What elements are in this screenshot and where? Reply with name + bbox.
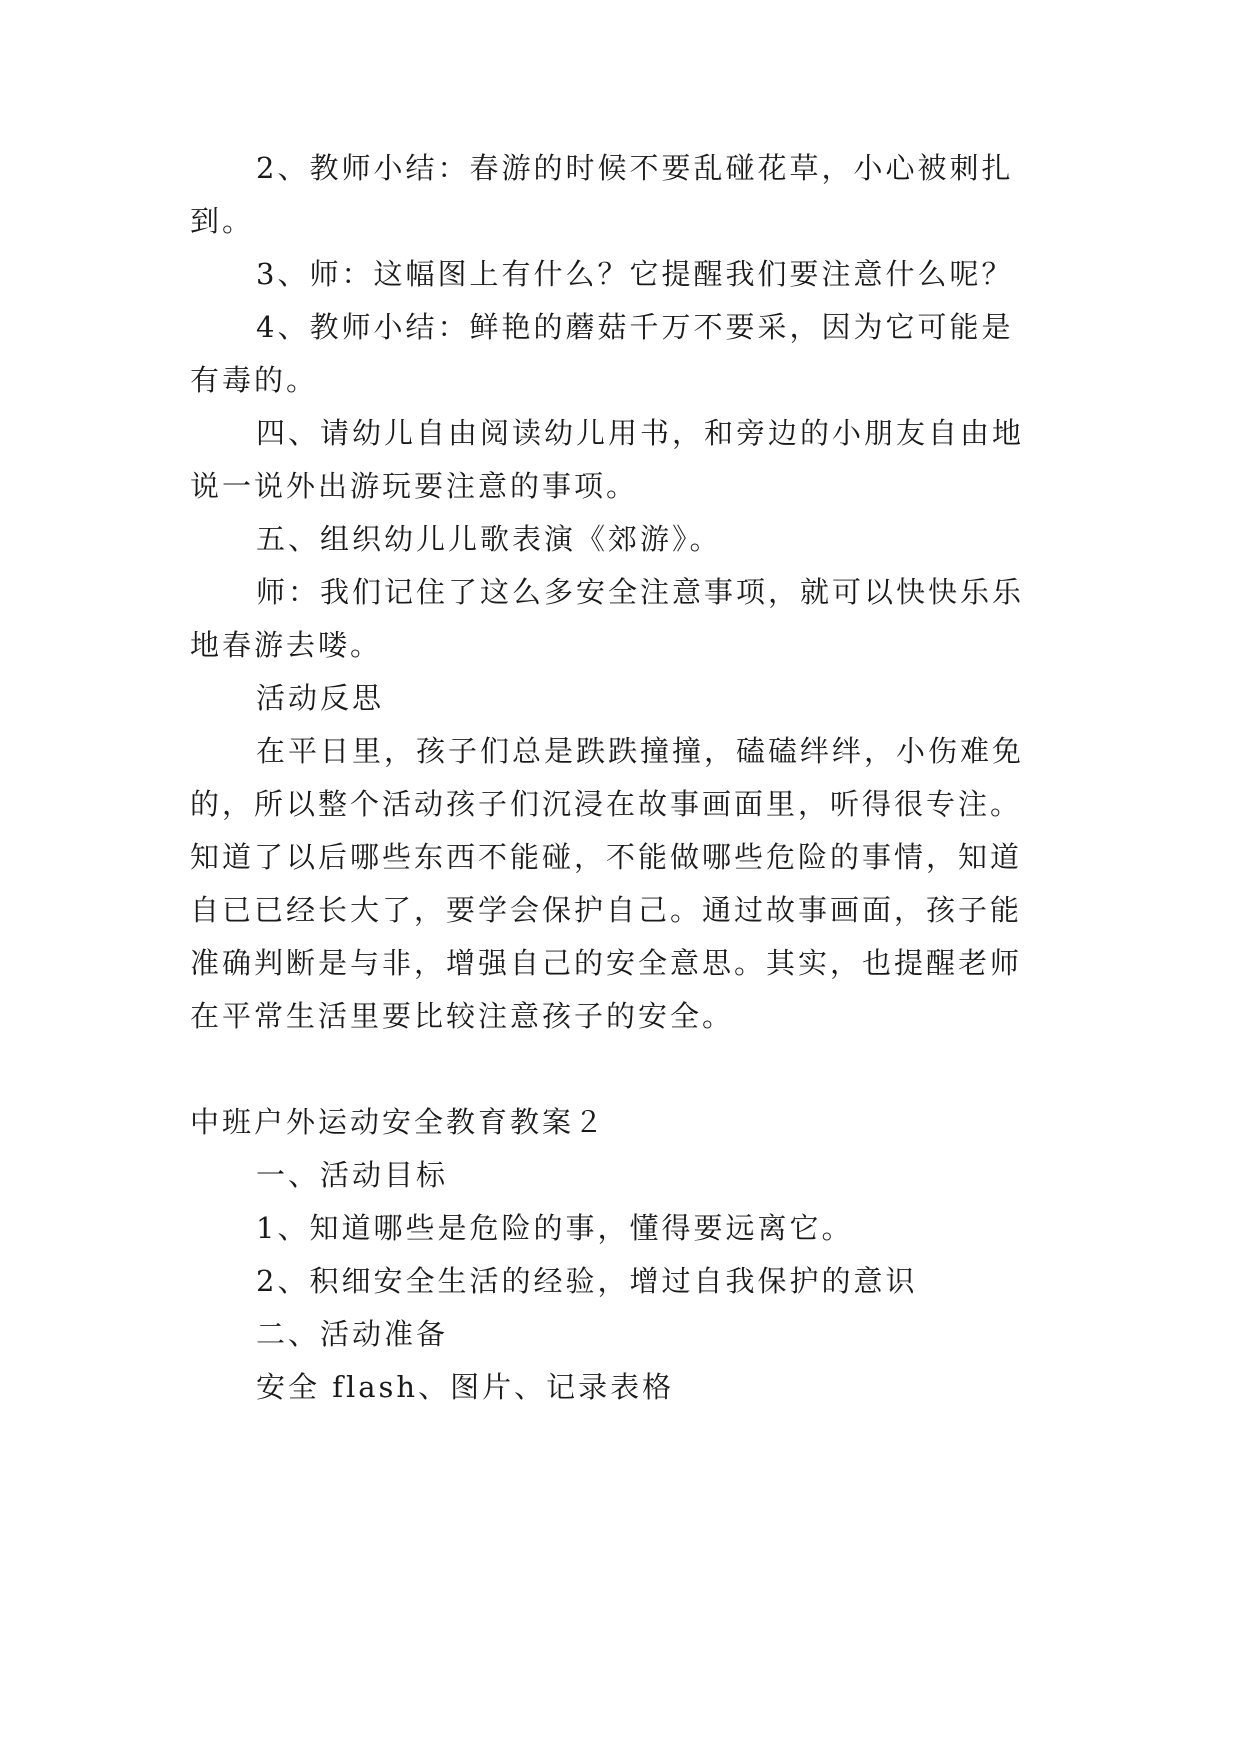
document-title: 中班户外运动安全教育教案２ (190, 1105, 607, 1139)
paragraph-line: 地春游去喽。 (190, 628, 383, 662)
paragraph-line: 有毒的。 (190, 363, 319, 397)
paragraph-line: 知道了以后哪些东西不能碰，不能做哪些危险的事情，知道 (190, 840, 1023, 874)
paragraph-line: 在平日里，孩子们总是跌跌撞撞，磕磕绊绊，小伤难免 (256, 734, 1025, 768)
paragraph-line: 3、师：这幅图上有什么？它提醒我们要注意什么呢？ (256, 257, 1014, 291)
paragraph-line: 准确判断是与非，增强自己的安全意思。其实，也提醒老师 (190, 946, 1023, 980)
section-heading: 活动反思 (256, 681, 385, 715)
paragraph-line: 到。 (190, 204, 255, 238)
paragraph-line: 说一说外出游玩要注意的事项。 (190, 469, 639, 503)
section-heading: 二、活动准备 (256, 1317, 449, 1351)
paragraph-line: 自已已经长大了，要学会保护自己。通过故事画面，孩子能 (190, 893, 1023, 927)
paragraph-line: 2、教师小结：春游的时候不要乱碰花草，小心被刺扎 (256, 151, 1014, 185)
paragraph-line: 师：我们记住了这么多安全注意事项，就可以快快乐乐 (256, 575, 1025, 609)
paragraph-line: 的，所以整个活动孩子们沉浸在故事画面里，听得很专注。 (190, 787, 1023, 821)
paragraph-line: 五、组织幼儿儿歌表演《郊游》。 (256, 522, 722, 556)
paragraph-line: 安全 flash、图片、记录表格 (256, 1370, 675, 1404)
list-item: 1、知道哪些是危险的事，懂得要远离它。 (256, 1211, 854, 1245)
list-item: 2、积细安全生活的经验，增过自我保护的意识 (256, 1264, 918, 1298)
paragraph-line: 4、教师小结：鲜艳的蘑菇千万不要采，因为它可能是 (256, 310, 1014, 344)
section-heading: 一、活动目标 (256, 1158, 449, 1192)
paragraph-line: 在平常生活里要比较注意孩子的安全。 (190, 999, 735, 1033)
paragraph-line: 四、请幼儿自由阅读幼儿用书，和旁边的小朋友自由地 (256, 416, 1025, 450)
